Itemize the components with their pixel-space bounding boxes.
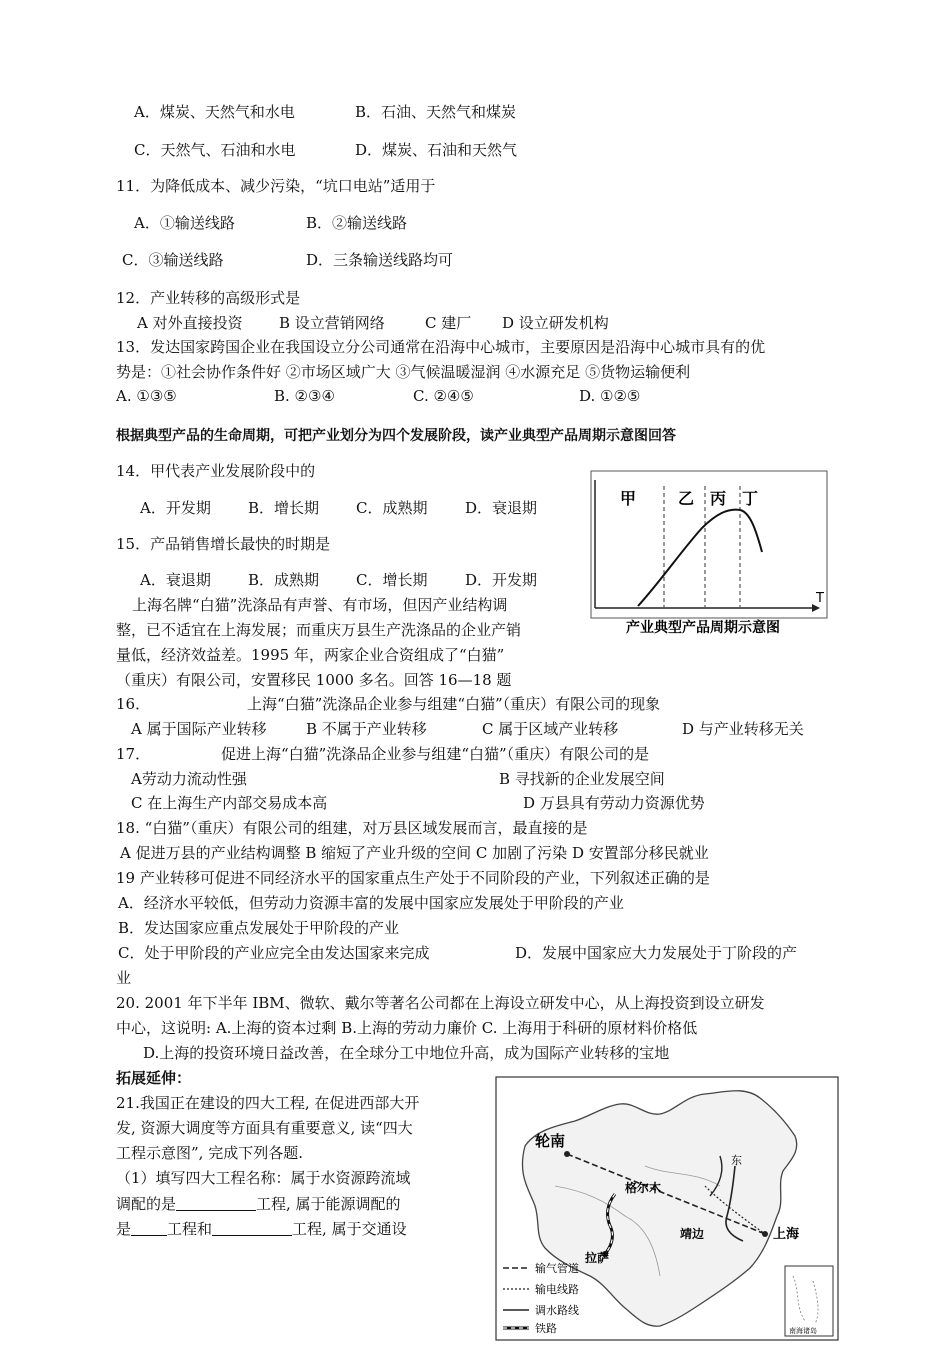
q10-option-d: D．煤炭、石油和天然气 bbox=[355, 141, 518, 159]
answer-blank-energy-2[interactable] bbox=[212, 1221, 292, 1236]
q16-option-a: A 属于国际产业转移 bbox=[131, 720, 267, 738]
q19-option-b: B．发达国家应重点发展处于甲阶段的产业 bbox=[118, 919, 400, 937]
q21-line5-text-b: 工程, 属于能源调配的 bbox=[256, 1195, 401, 1213]
q20-line2: 中心，这说明: A.上海的资本过剩 B.上海的劳动力廉价 C. 上海用于科研的原材料价格低 bbox=[116, 1019, 698, 1037]
q14-option-c: C．成熟期 bbox=[356, 499, 428, 517]
q21-line2: 发, 资源大调度等方面具有重要意义, 读“四大 bbox=[116, 1119, 413, 1137]
extension-heading: 拓展延伸： bbox=[116, 1069, 192, 1087]
legend-power-label: 输电线路 bbox=[535, 1283, 579, 1296]
stage-label-ding: 丁 bbox=[742, 489, 759, 508]
legend-gas-label: 输气管道 bbox=[535, 1262, 579, 1275]
q12-option-c: C 建厂 bbox=[425, 314, 472, 332]
q12-option-b: B 设立营销网络 bbox=[279, 314, 385, 332]
q21-line1: 21.我国正在建设的四大工程, 在促进西部大开 bbox=[116, 1094, 420, 1112]
product-cycle-diagram bbox=[590, 470, 830, 642]
four-projects-map bbox=[495, 1076, 840, 1342]
label-lasa: 拉萨 bbox=[585, 1251, 610, 1265]
q17-number: 17． bbox=[116, 745, 151, 763]
passage-line1: 上海名牌“白猫”洗涤品有声誉、有市场，但因产业结构调 bbox=[132, 596, 508, 614]
q18-options: A 促进万县的产业结构调整 B 缩短了产业升级的空间 C 加剧了污染 D 安置部分移民就业 bbox=[120, 844, 709, 862]
figure-caption: 产业典型产品周期示意图 bbox=[626, 620, 780, 636]
q20-line3: D.上海的投资环境日益改善，在全球分工中地位升高，成为国际产业转移的宝地 bbox=[143, 1044, 670, 1062]
q14-option-d: D．衰退期 bbox=[465, 499, 538, 517]
q21-line6 bbox=[116, 1221, 407, 1237]
q12-option-a: A 对外直接投资 bbox=[137, 314, 243, 332]
q17-option-b: B 寻找新的企业发展空间 bbox=[499, 770, 665, 788]
lifecycle-curve bbox=[638, 510, 762, 606]
q16-option-b: B 不属于产业转移 bbox=[306, 720, 427, 738]
label-geermu: 格尔木 bbox=[625, 1181, 662, 1195]
q16-option-d: D 与产业转移无关 bbox=[682, 720, 804, 738]
q13-stem-line2: 势是：①社会协作条件好 ②市场区域广大 ③气候温暖湿润 ④水源充足 ⑤货物运输便利 bbox=[116, 363, 691, 381]
q10-option-a: A．煤炭、天然气和水电 bbox=[134, 103, 295, 121]
q13-option-c: C. ②④⑤ bbox=[413, 387, 474, 405]
q17-stem: 促进上海“白猫”洗涤品企业参与组建“白猫”（重庆）有限公司的是 bbox=[221, 745, 650, 763]
passage-line3: 量低，经济效益差。1995 年，两家企业合资组成了“白猫” bbox=[116, 646, 505, 664]
q11-option-c: C．③输送线路 bbox=[122, 251, 224, 269]
south-sea-inset bbox=[785, 1266, 833, 1336]
answer-blank-energy-1[interactable] bbox=[131, 1221, 167, 1236]
q20-line1: 20. 2001 年下半年 IBM、微软、戴尔等著名公司都在上海设立研发中心，从上海投资到设立研发 bbox=[116, 994, 765, 1012]
q10-option-c: C．天然气、石油和水电 bbox=[134, 141, 296, 159]
q14-stem: 14．甲代表产业发展阶段中的 bbox=[116, 462, 316, 480]
q21-line3: 工程示意图”, 完成下列各题. bbox=[116, 1144, 303, 1162]
q11-option-a: A．①输送线路 bbox=[134, 214, 235, 232]
q16-number: 16． bbox=[116, 695, 151, 713]
stage-label-bing: 丙 bbox=[710, 489, 727, 508]
q21-line4: （1）填写四大工程名称：属于水资源跨流域 bbox=[116, 1169, 411, 1187]
q18-stem: 18. “白猫”（重庆）有限公司的组建，对万县区域发展而言，最直接的是 bbox=[116, 819, 588, 837]
q14-option-a: A．开发期 bbox=[140, 499, 211, 517]
legend-railway-label: 铁路 bbox=[535, 1322, 557, 1335]
label-shanghai: 上海 bbox=[773, 1227, 800, 1242]
q19-option-c: C．处于甲阶段的产业应完全由发达国家来完成 bbox=[118, 944, 430, 962]
q21-line6-text-c: 工程, 属于交通设 bbox=[292, 1220, 407, 1238]
q17-option-a: A劳动力流动性强 bbox=[131, 770, 247, 788]
q13-option-a: A. ①③⑤ bbox=[116, 387, 177, 405]
q21-line6-text-b: 工程和 bbox=[167, 1220, 213, 1238]
q15-option-d: D．开发期 bbox=[465, 571, 538, 589]
q21-line6-text-a: 是 bbox=[116, 1220, 132, 1238]
china-map-svg bbox=[495, 1076, 840, 1342]
stage-label-jia: 甲 bbox=[620, 489, 637, 508]
q10-option-b: B．石油、天然气和煤炭 bbox=[355, 103, 517, 121]
q17-option-c: C 在上海生产内部交易成本高 bbox=[131, 794, 328, 812]
q13-option-d: D. ①②⑤ bbox=[579, 387, 641, 405]
q15-option-b: B．成熟期 bbox=[248, 571, 320, 589]
q17-option-d: D 万县具有劳动力资源优势 bbox=[523, 794, 705, 812]
q12-stem: 12．产业转移的高级形式是 bbox=[116, 289, 301, 307]
answer-blank-water[interactable] bbox=[176, 1196, 256, 1211]
q21-line5 bbox=[116, 1196, 401, 1212]
q16-option-c: C 属于区域产业转移 bbox=[482, 720, 619, 738]
label-lunnan: 轮南 bbox=[535, 1132, 566, 1150]
q15-option-c: C．增长期 bbox=[356, 571, 428, 589]
q11-stem: 11．为降低成本、减少污染，“坑口电站”适用于 bbox=[116, 177, 436, 195]
product-cycle-figure bbox=[590, 470, 830, 642]
passage-line2: 整，已不适宜在上海发展；而重庆万县生产洗涤品的企业产销 bbox=[116, 621, 522, 639]
q11-option-d: D．三条输送线路均可 bbox=[306, 251, 454, 269]
lunnan-dot bbox=[564, 1151, 570, 1157]
x-axis-label: T bbox=[816, 591, 824, 606]
q13-option-b: B. ②③④ bbox=[274, 387, 335, 405]
stage-label-yi: 乙 bbox=[678, 489, 695, 508]
q21-line5-text-a: 调配的是 bbox=[116, 1195, 177, 1213]
q14-option-b: B．增长期 bbox=[248, 499, 320, 517]
q19-option-d-line1: D．发展中国家应大力发展处于丁阶段的产 bbox=[515, 944, 798, 962]
q11-option-b: B．②输送线路 bbox=[306, 214, 408, 232]
q12-option-d: D 设立研发机构 bbox=[502, 314, 609, 332]
q15-option-a: A．衰退期 bbox=[140, 571, 211, 589]
passage-line4: （重庆）有限公司，安置移民 1000 多名。回答 16—18 题 bbox=[116, 671, 512, 689]
q19-stem: 19 产业转移可促进不同经济水平的国家重点生产处于不同阶段的产业，下列叙述正确的是 bbox=[116, 869, 710, 887]
q19-option-a: A．经济水平较低，但劳动力资源丰富的发展中国家应发展处于甲阶段的产业 bbox=[118, 894, 624, 912]
label-a: 东 bbox=[731, 1154, 742, 1167]
q15-stem: 15．产品销售增长最快的时期是 bbox=[116, 535, 331, 553]
inset-label: 南海诸岛 bbox=[789, 1327, 817, 1335]
q19-option-d-line2: 业 bbox=[116, 969, 132, 987]
q13-stem-line1: 13．发达国家跨国企业在我国设立分公司通常在沿海中心城市，主要原因是沿海中心城市具有的优 bbox=[116, 338, 766, 356]
q16-stem: 上海“白猫”洗涤品企业参与组建“白猫”（重庆）有限公司的现象 bbox=[247, 695, 661, 713]
shanghai-dot bbox=[762, 1231, 768, 1237]
label-jingbian: 靖边 bbox=[680, 1227, 705, 1241]
legend-water-label: 调水路线 bbox=[535, 1304, 579, 1317]
lifecycle-intro: 根据典型产品的生命周期，可把产业划分为四个发展阶段，读产业典型产品周期示意图回答 bbox=[116, 428, 676, 444]
